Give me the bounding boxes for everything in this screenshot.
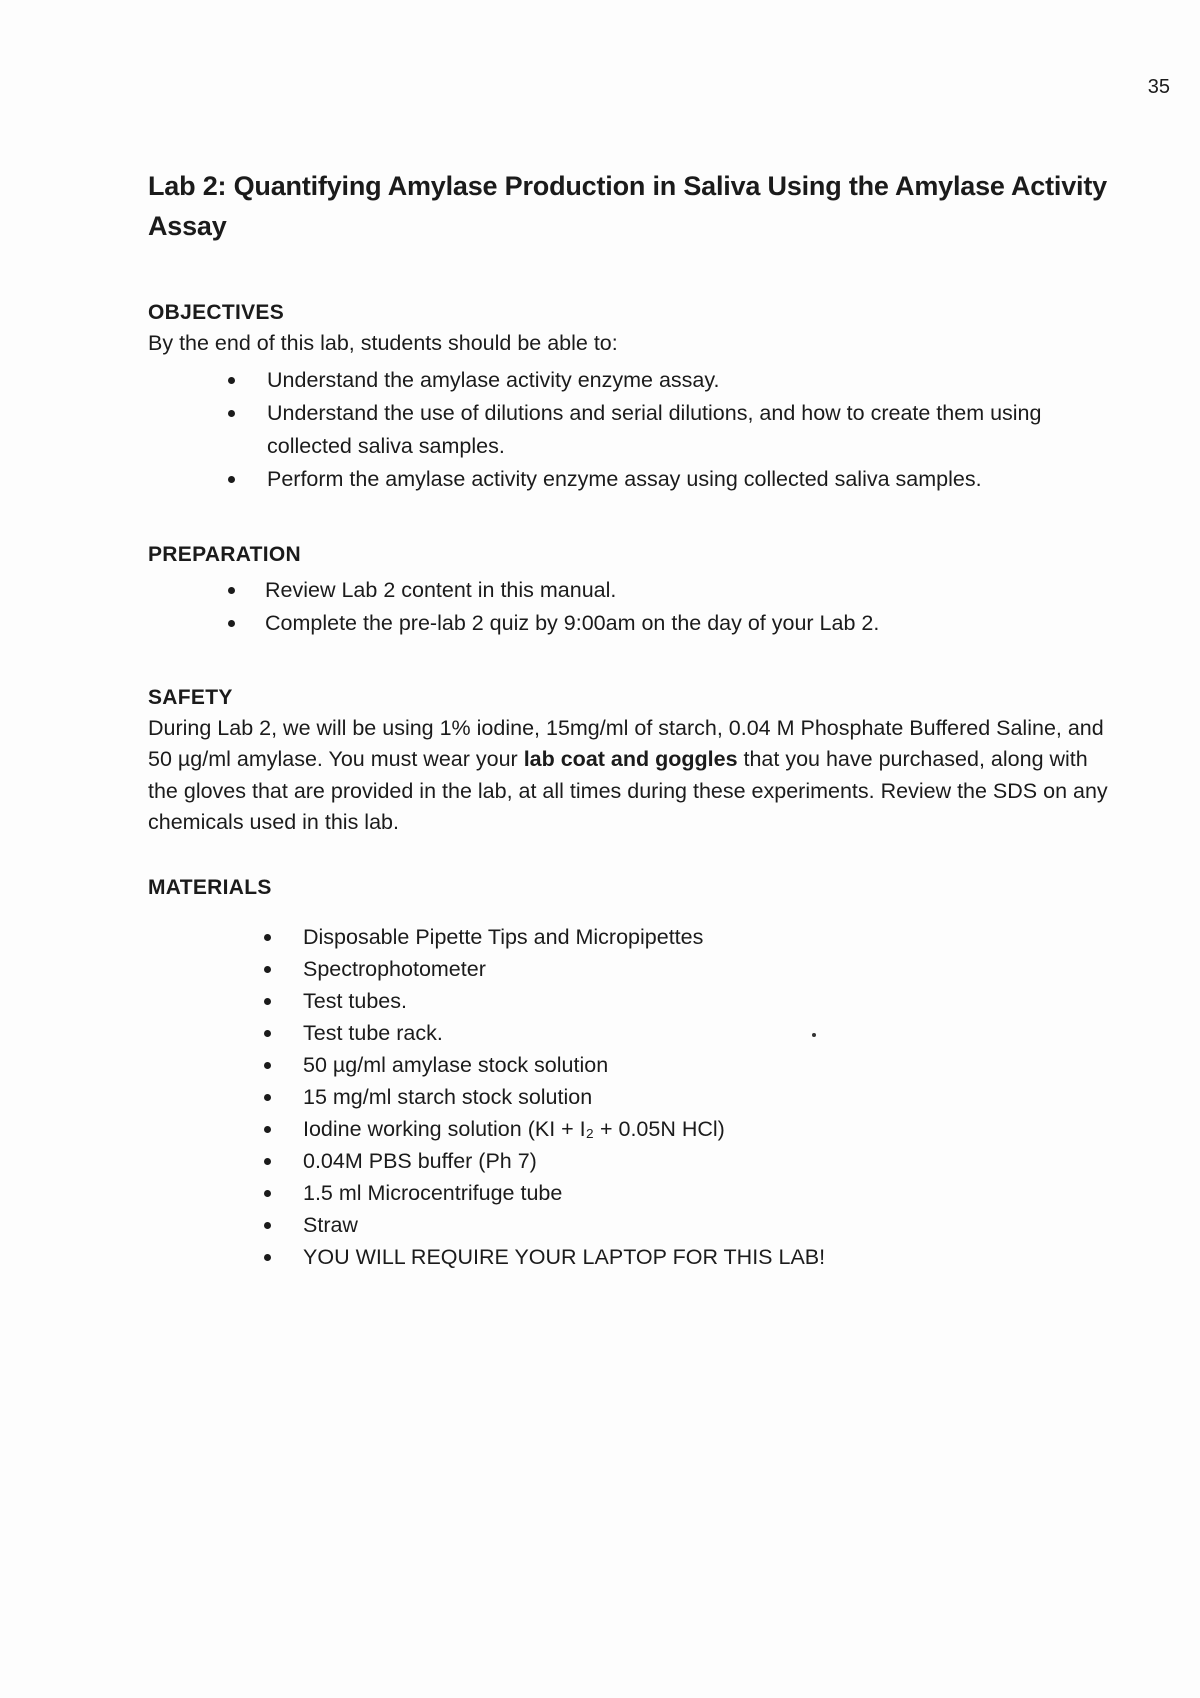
safety-section	[148, 683, 1118, 839]
materials-list	[148, 921, 1118, 1273]
list-item: Understand the use of dilutions and serial dilutions, and how to create them using collected saliva samples.	[148, 397, 1118, 463]
bullet-icon	[264, 1190, 271, 1197]
list-item: Perform the amylase activity enzyme assay using collected saliva samples.	[148, 463, 1118, 496]
objectives-section	[148, 298, 1118, 496]
list-item: Review Lab 2 content in this manual.	[148, 574, 1118, 607]
bullet-icon	[264, 1030, 271, 1037]
list-item: 15 mg/ml starch stock solution	[148, 1081, 1118, 1113]
bullet-icon	[264, 998, 271, 1005]
bullet-icon	[264, 1062, 271, 1069]
safety-heading: SAFETY	[148, 685, 233, 709]
preparation-heading: PREPARATION	[148, 542, 302, 566]
bullet-icon	[264, 966, 271, 973]
list-item: Disposable Pipette Tips and Micropipettes	[148, 921, 1118, 953]
materials-section	[148, 873, 1118, 1273]
objectives-list	[148, 364, 1118, 496]
list-item: Understand the amylase activity enzyme assay.	[148, 364, 1118, 397]
page-number: 35	[1147, 76, 1170, 98]
list-item: 50 µg/ml amylase stock solution	[148, 1049, 1118, 1081]
objectives-heading: OBJECTIVES	[148, 301, 285, 324]
materials-heading: MATERIALS	[148, 875, 272, 899]
list-item: Complete the pre-lab 2 quiz by 9:00am on the day of your Lab 2.	[148, 607, 1118, 640]
list-item: Iodine working solution (KI + I₂ + 0.05N HCl)	[148, 1113, 1118, 1145]
page-title: Lab 2: Quantifying Amylase Production in Saliva Using the Amylase Activity Assay	[148, 171, 1107, 241]
list-item: 0.04M PBS buffer (Ph 7)	[148, 1145, 1118, 1177]
preparation-list	[148, 574, 1118, 640]
bullet-icon	[264, 1254, 271, 1261]
list-item: Spectrophotometer	[148, 953, 1118, 985]
safety-emphasis: lab coat and goggles	[523, 747, 738, 771]
bullet-icon	[228, 587, 235, 594]
list-item: Test tube rack.	[148, 1017, 1118, 1049]
bullet-icon	[228, 476, 235, 483]
bullet-icon	[228, 410, 235, 417]
bullet-icon	[264, 1158, 271, 1165]
bullet-icon	[264, 1222, 271, 1229]
bullet-icon	[264, 934, 271, 941]
bullet-icon	[228, 377, 235, 384]
objectives-intro: By the end of this lab, students should be able to:	[148, 331, 618, 355]
page-content	[148, 166, 1118, 1273]
stray-mark	[812, 1033, 816, 1037]
bullet-icon	[264, 1094, 271, 1101]
list-item: YOU WILL REQUIRE YOUR LAPTOP FOR THIS LAB!	[148, 1241, 1118, 1273]
preparation-section	[148, 540, 1118, 640]
safety-paragraph: During Lab 2, we will be using 1% iodine, 15mg/ml of starch, 0.04 M Phosphate Buffered Saline, and 50 µg/ml amylase. You must wear your lab coat and goggles that you have purchased, along with the gloves that are provided in the lab, at all times during these experiments. Review the SDS on any chemicals used in this lab.	[148, 715, 1108, 834]
list-item: Test tubes.	[148, 985, 1118, 1017]
bullet-icon	[264, 1126, 271, 1133]
bullet-icon	[228, 620, 235, 627]
list-item: Straw	[148, 1209, 1118, 1241]
list-item: 1.5 ml Microcentrifuge tube	[148, 1177, 1118, 1209]
